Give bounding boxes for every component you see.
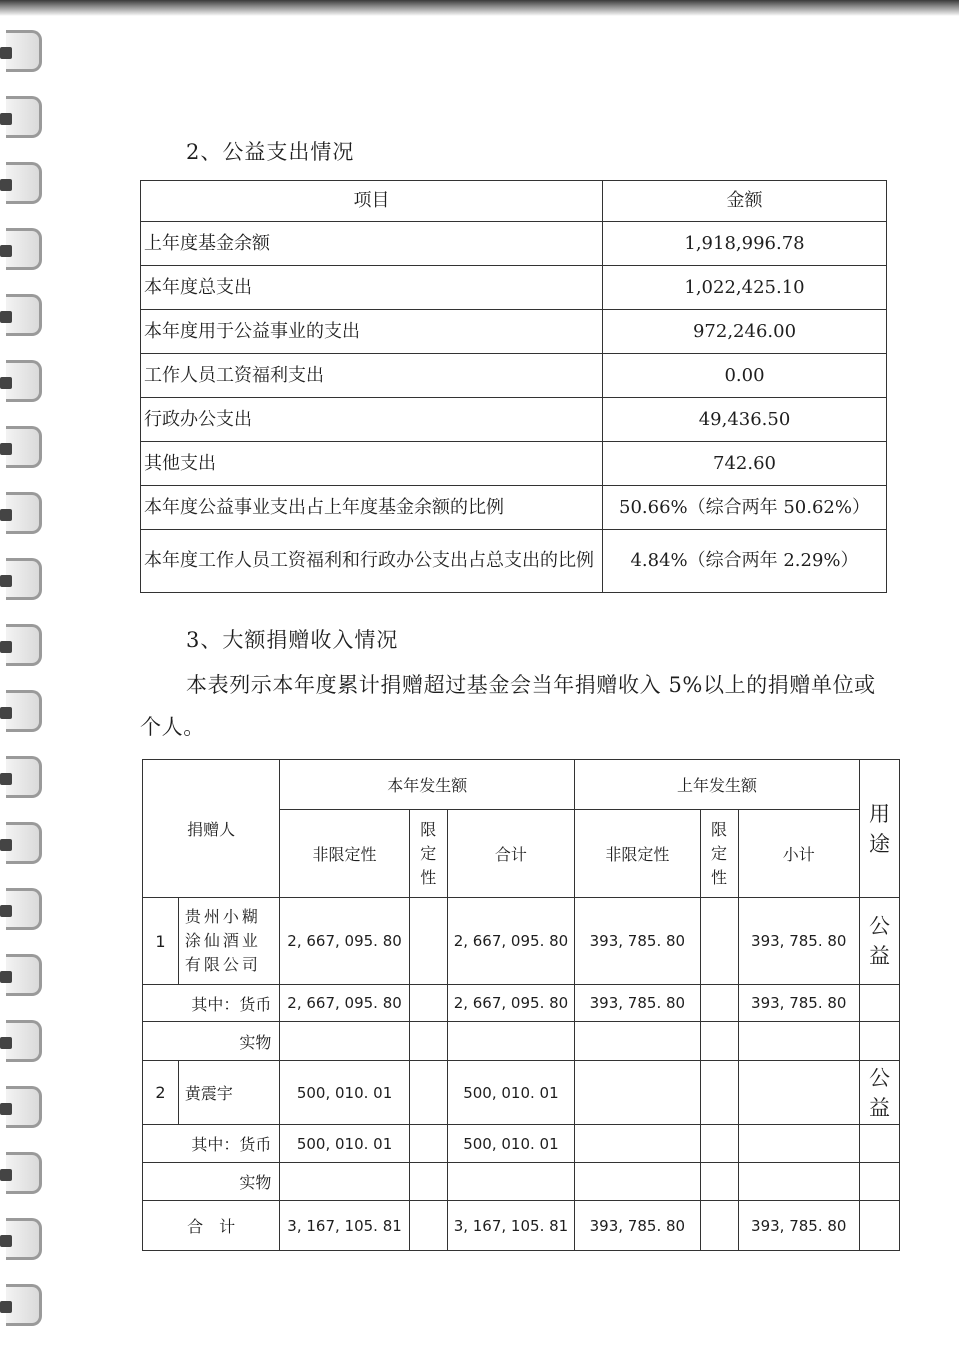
page-top-edge bbox=[0, 0, 959, 16]
empty-cell bbox=[280, 1022, 409, 1061]
binding-ring bbox=[6, 888, 42, 930]
table-row bbox=[141, 530, 887, 593]
binding-ring bbox=[6, 1218, 42, 1260]
empty-cell bbox=[738, 1163, 859, 1201]
empty-cell bbox=[859, 1163, 899, 1201]
total-label: 合 计 bbox=[143, 1201, 280, 1251]
row-amount: 50.66%（综合两年 50.62%） bbox=[603, 486, 887, 530]
binding-ring bbox=[6, 1020, 42, 1062]
table-row bbox=[143, 898, 900, 985]
binding-ring bbox=[6, 30, 42, 72]
cur-total: 2, 667, 095. 80 bbox=[447, 898, 574, 985]
prev-unrestricted: 393, 785. 80 bbox=[575, 898, 700, 985]
table-header-row bbox=[141, 181, 887, 222]
row-item: 本年度公益事业支出占上年度基金余额的比例 bbox=[141, 486, 603, 530]
empty-cell bbox=[575, 1163, 700, 1201]
donor-name: 贵州小糊涂仙酒业有限公司 bbox=[178, 898, 280, 985]
cur-unrestricted: 2, 667, 095. 80 bbox=[280, 985, 409, 1022]
row-amount: 49,436.50 bbox=[603, 398, 887, 442]
table-total-row bbox=[143, 1201, 900, 1251]
row-amount: 1,918,996.78 bbox=[603, 222, 887, 266]
prev-unrestricted bbox=[575, 1061, 700, 1125]
large-donation-table bbox=[142, 759, 900, 1251]
table-header-row bbox=[143, 760, 900, 810]
prev-restricted bbox=[700, 985, 738, 1022]
row-item: 本年度用于公益事业的支出 bbox=[141, 310, 603, 354]
cur-unrestricted: 500, 010. 01 bbox=[280, 1125, 409, 1163]
prev-restricted bbox=[700, 898, 738, 985]
cur-unrestricted: 2, 667, 095. 80 bbox=[280, 898, 409, 985]
empty-cell bbox=[738, 1125, 859, 1163]
total-cur-unrestricted: 3, 167, 105. 81 bbox=[280, 1201, 409, 1251]
header-previous-year: 上年发生额 bbox=[575, 760, 860, 810]
header-item: 项目 bbox=[141, 181, 603, 222]
cur-restricted bbox=[409, 985, 447, 1022]
donor-name: 黄震宇 bbox=[178, 1061, 280, 1125]
empty-cell bbox=[700, 1201, 738, 1251]
header-usage: 用途 bbox=[859, 760, 899, 898]
row-amount: 1,022,425.10 bbox=[603, 266, 887, 310]
prev-subtotal bbox=[738, 1061, 859, 1125]
prev-subtotal: 393, 785. 80 bbox=[738, 898, 859, 985]
empty-cell bbox=[447, 1022, 574, 1061]
binding-ring bbox=[6, 294, 42, 336]
table-row bbox=[141, 266, 887, 310]
total-cur-total: 3, 167, 105. 81 bbox=[447, 1201, 574, 1251]
section-2-heading: 2、公益支出情况 bbox=[186, 140, 355, 164]
cur-total: 500, 010. 01 bbox=[447, 1125, 574, 1163]
usage bbox=[859, 985, 899, 1022]
binding-ring bbox=[6, 360, 42, 402]
table-row bbox=[141, 310, 887, 354]
binding-ring bbox=[6, 690, 42, 732]
table-row bbox=[141, 486, 887, 530]
public-welfare-expenditure-table bbox=[140, 180, 887, 593]
cur-unrestricted: 500, 010. 01 bbox=[280, 1061, 409, 1125]
empty-cell bbox=[409, 1022, 447, 1061]
cur-total: 2, 667, 095. 80 bbox=[447, 985, 574, 1022]
binding-ring bbox=[6, 492, 42, 534]
empty-cell bbox=[738, 1022, 859, 1061]
binding-ring bbox=[6, 624, 42, 666]
binding-ring bbox=[6, 162, 42, 204]
prev-subtotal: 393, 785. 80 bbox=[738, 985, 859, 1022]
empty-cell bbox=[859, 1022, 899, 1061]
header-cur-total: 合计 bbox=[447, 810, 574, 898]
row-amount: 742.60 bbox=[603, 442, 887, 486]
row-amount: 0.00 bbox=[603, 354, 887, 398]
empty-cell bbox=[575, 1022, 700, 1061]
row-amount: 972,246.00 bbox=[603, 310, 887, 354]
row-item: 其他支出 bbox=[141, 442, 603, 486]
inkind-label: 实物 bbox=[143, 1163, 280, 1201]
empty-cell bbox=[409, 1163, 447, 1201]
table-row bbox=[143, 1163, 900, 1201]
table-row bbox=[143, 1022, 900, 1061]
empty-cell bbox=[575, 1125, 700, 1163]
binding-ring bbox=[6, 954, 42, 996]
binding-ring bbox=[6, 822, 42, 864]
section-3-description: 本表列示本年度累计捐赠超过基金会当年捐赠收入 5%以上的捐赠单位或个人。 bbox=[140, 673, 876, 739]
prev-restricted bbox=[700, 1061, 738, 1125]
binding-ring bbox=[6, 1284, 42, 1326]
usage: 公益 bbox=[859, 898, 899, 985]
binding-ring bbox=[6, 228, 42, 270]
table-row bbox=[141, 222, 887, 266]
table-row bbox=[143, 1061, 900, 1125]
row-item: 行政办公支出 bbox=[141, 398, 603, 442]
header-cur-restricted: 限定性 bbox=[409, 810, 447, 898]
binding-ring bbox=[6, 756, 42, 798]
row-item: 工作人员工资福利支出 bbox=[141, 354, 603, 398]
inkind-label: 实物 bbox=[143, 1022, 280, 1061]
binding-ring bbox=[6, 558, 42, 600]
header-cur-unrestricted: 非限定性 bbox=[280, 810, 409, 898]
row-amount: 4.84%（综合两年 2.29%） bbox=[603, 530, 887, 593]
header-prev-subtotal: 小计 bbox=[738, 810, 859, 898]
empty-cell bbox=[859, 1201, 899, 1251]
row-item: 本年度总支出 bbox=[141, 266, 603, 310]
binding-ring bbox=[6, 426, 42, 468]
binding-ring bbox=[6, 96, 42, 138]
table-row bbox=[143, 985, 900, 1022]
table-row bbox=[141, 442, 887, 486]
currency-label: 其中：货币 bbox=[143, 1125, 280, 1163]
section-3-heading: 3、大额捐赠收入情况 bbox=[186, 628, 399, 652]
row-item: 本年度工作人员工资福利和行政办公支出占总支出的比例 bbox=[141, 530, 603, 593]
empty-cell bbox=[409, 1201, 447, 1251]
cur-restricted bbox=[409, 1125, 447, 1163]
header-amount: 金额 bbox=[603, 181, 887, 222]
header-donor: 捐赠人 bbox=[143, 760, 280, 898]
header-current-year: 本年发生额 bbox=[280, 760, 575, 810]
empty-cell bbox=[859, 1125, 899, 1163]
table-row bbox=[141, 354, 887, 398]
header-prev-unrestricted: 非限定性 bbox=[575, 810, 700, 898]
currency-label: 其中：货币 bbox=[143, 985, 280, 1022]
total-prev-subtotal: 393, 785. 80 bbox=[738, 1201, 859, 1251]
donor-index: 2 bbox=[143, 1061, 179, 1125]
spiral-binding bbox=[0, 16, 58, 1371]
empty-cell bbox=[700, 1163, 738, 1201]
cur-restricted bbox=[409, 898, 447, 985]
empty-cell bbox=[447, 1163, 574, 1201]
empty-cell bbox=[700, 1022, 738, 1061]
donor-index: 1 bbox=[143, 898, 179, 985]
empty-cell bbox=[700, 1125, 738, 1163]
cur-total: 500, 010. 01 bbox=[447, 1061, 574, 1125]
table-row bbox=[143, 1125, 900, 1163]
prev-unrestricted: 393, 785. 80 bbox=[575, 985, 700, 1022]
table-row bbox=[141, 398, 887, 442]
cur-restricted bbox=[409, 1061, 447, 1125]
empty-cell bbox=[280, 1163, 409, 1201]
row-item: 上年度基金余额 bbox=[141, 222, 603, 266]
binding-ring bbox=[6, 1086, 42, 1128]
binding-ring bbox=[6, 1152, 42, 1194]
header-prev-restricted: 限定性 bbox=[700, 810, 738, 898]
total-prev-unrestricted: 393, 785. 80 bbox=[575, 1201, 700, 1251]
usage: 公益 bbox=[859, 1061, 899, 1125]
